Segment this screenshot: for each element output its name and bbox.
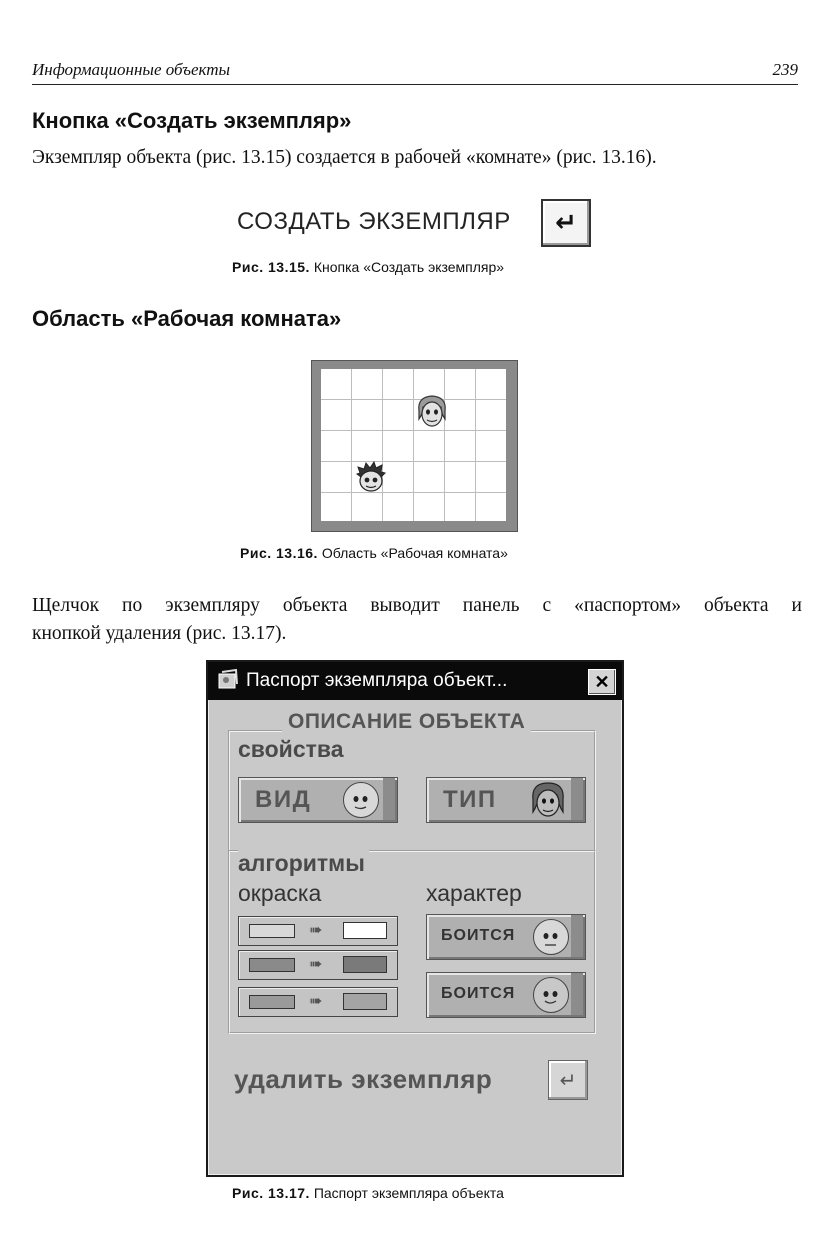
view-property-button[interactable] [238,777,398,823]
section-heading-create-instance: Кнопка «Создать экземпляр» [32,108,352,133]
type-label: ТИП [443,786,497,813]
figure-caption-13-16 [240,545,508,561]
fears-label-2: БОИТСЯ [441,985,516,1002]
object-instance-girl-icon[interactable] [415,393,449,431]
create-instance-label: СОЗДАТЬ ЭКЗЕМПЛЯР [237,208,511,235]
fears-label-1: БОИТСЯ [441,927,516,944]
type-face-icon [529,780,567,820]
delete-instance-button[interactable] [548,1060,588,1100]
close-icon: ✕ [594,671,610,692]
figure-caption-13-17 [232,1185,504,1201]
algorithms-label: алгоритмы [238,850,369,877]
paragraph2-line1: Щелчок по экземпляру объекта выводит панель с «паспортом» объекта и [32,595,802,616]
window-titlebar[interactable] [208,662,622,700]
properties-label: свойства [238,736,344,762]
paint-label: окраска [238,880,322,906]
type-property-button[interactable] [426,777,586,823]
caption-number: Рис. 13.15. [232,259,310,275]
delete-instance-label: удалить экземпляр [234,1064,493,1094]
work-room-area[interactable] [311,360,518,532]
paint-rule-3[interactable] [238,987,398,1017]
fears-button-2[interactable] [426,972,586,1018]
section-heading-work-room: Область «Рабочая комната» [32,306,342,331]
paragraph2-line2: кнопкой удаления (рис. 13.17). [32,623,287,644]
close-button[interactable] [588,669,616,695]
scared-face-icon [533,919,569,955]
window-title: Паспорт экземпляра объект... [246,670,508,691]
caption-number: Рис. 13.16. [240,545,318,561]
paint-rule-2[interactable] [238,950,398,980]
view-label: ВИД [255,786,312,813]
running-header [32,58,798,85]
figure-caption-13-15 [232,259,504,275]
happy-face-icon [533,977,569,1013]
character-label: характер [426,880,522,906]
app-icon [216,668,240,692]
page-number: 239 [772,60,798,79]
group-title: ОПИСАНИЕ ОБЪЕКТА [282,710,531,734]
caption-number: Рис. 13.17. [232,1185,310,1201]
create-instance-button[interactable] [541,199,591,247]
arrow-icon: ➠ [309,956,323,973]
fears-button-1[interactable] [426,914,586,960]
passport-window [206,660,624,1177]
enter-icon: ↵ [555,208,577,238]
caption-text: Область «Рабочая комната» [321,545,508,561]
work-room-grid[interactable] [321,369,506,521]
view-face-icon [343,782,379,818]
section1-paragraph: Экземпляр объекта (рис. 13.15) создается в рабочей «комнате» (рис. 13.16). [32,147,657,168]
object-instance-boy-icon[interactable] [354,461,388,495]
caption-text: Паспорт экземпляра объекта [313,1185,504,1201]
caption-text: Кнопка «Создать экземпляр» [313,259,505,275]
arrow-icon: ➠ [309,922,323,939]
arrow-icon: ➠ [309,993,323,1010]
running-title: Информационные объекты [32,60,231,79]
enter-icon: ↵ [559,1068,577,1092]
paint-rule-1[interactable] [238,916,398,946]
